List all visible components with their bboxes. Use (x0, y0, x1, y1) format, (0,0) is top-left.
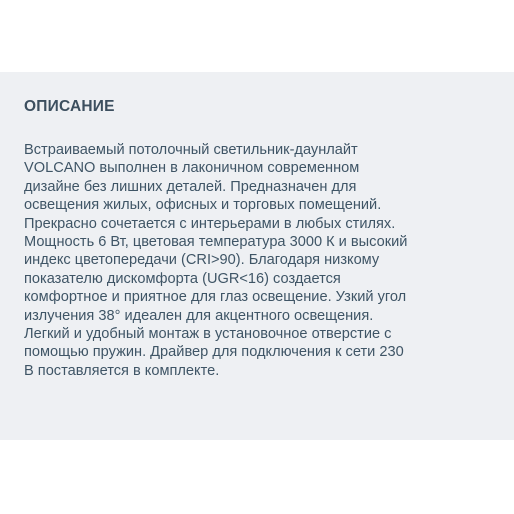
description-heading: ОПИСАНИЕ (24, 98, 115, 115)
description-panel (0, 72, 514, 440)
description-text: Встраиваемый потолочный светильник-даунлайт VOLCANO выполнен в лаконичном современном дизайне без лишних деталей. Предназначен для освещения жилых, офисных и торговых помещений. Прекрасно сочетается с интерьерами в любых стилях. Мощность 6 Вт, цветовая температура 3000 К и высокий индекс цветопередачи (CRI>90). Благодаря низкому показателю дискомфорта (UGR<16) создается комфортное и приятное для глаз освещение. Узкий угол излучения 38° идеален для акцентного освещения. Легкий и удобный монтаж в установочное отверстие с помощью пружин. Драйвер для подключения к сети 230 В поставляется в комплекте. (24, 142, 408, 379)
